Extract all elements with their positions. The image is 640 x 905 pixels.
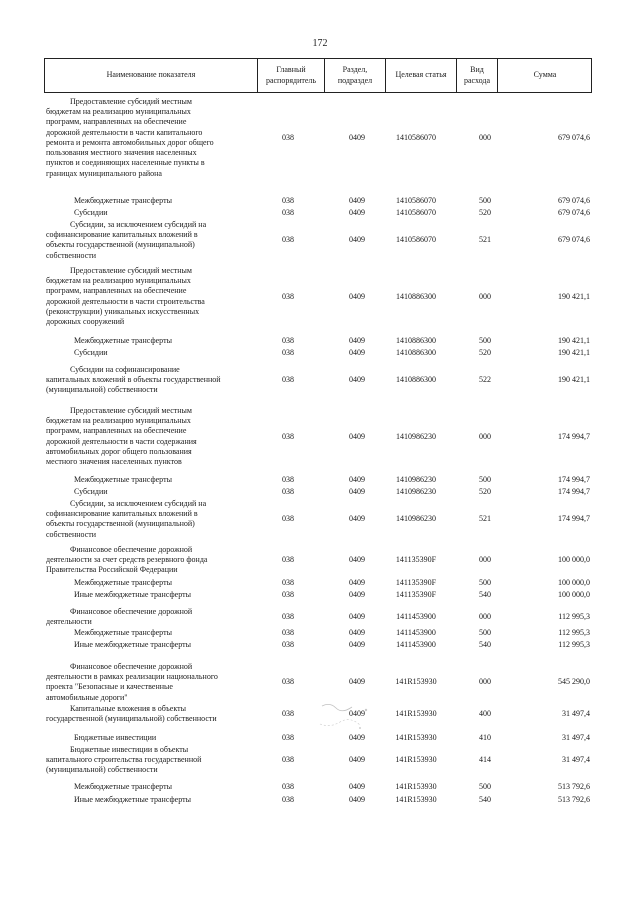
row-target: 141R153930: [395, 755, 437, 765]
header-section: Раздел, подраздел: [337, 65, 373, 85]
row-expense: 521: [479, 235, 491, 245]
row-name: [46, 348, 254, 358]
row-name: [46, 406, 254, 467]
row-expense: 500: [479, 628, 491, 638]
row-target: 141R153930: [395, 709, 437, 719]
row-expense: 540: [479, 590, 491, 600]
row-section: 0409: [349, 431, 365, 441]
row-sum: 112 995,3: [558, 612, 590, 622]
row-target: 1410586070: [396, 235, 436, 245]
row-expense: 540: [479, 795, 491, 805]
row-name: [46, 640, 254, 650]
row-target: 1410886300: [396, 348, 436, 358]
row-target: 1410986230: [396, 514, 436, 524]
row-name-line: Межбюджетные трансферты: [74, 578, 172, 587]
row-section: 0409: [349, 628, 365, 638]
row-sum: 190 421,1: [558, 291, 590, 301]
row-name-line: автомобильные дороги": [46, 692, 128, 702]
row-name-line: дорожной деятельности в части строительства: [46, 296, 205, 306]
row-expense: 410: [479, 733, 491, 743]
row-name-line: (реконструкции) уникальных искусственных: [46, 306, 200, 316]
row-target: 141R153930: [395, 795, 437, 805]
row-name-line: Межбюджетные трансферты: [74, 782, 172, 791]
row-name: [46, 208, 254, 218]
row-administrator: 038: [282, 590, 294, 600]
row-name: [46, 745, 254, 776]
row-name: [46, 220, 254, 261]
row-name-line: Субсидии, за исключением субсидий на: [70, 499, 207, 508]
row-section: 0409: [349, 132, 365, 142]
row-expense: 500: [479, 782, 491, 792]
header-expense: Вид расхода: [463, 65, 491, 85]
row-name: [46, 266, 254, 327]
row-name: [46, 365, 254, 396]
row-name-line: пользования местного значения населенных: [46, 148, 197, 158]
row-expense: 414: [479, 755, 491, 765]
row-target: 1410886300: [396, 375, 436, 385]
row-name-line: объекты государственной (муниципальной): [46, 240, 195, 250]
row-sum: 112 995,3: [558, 628, 590, 638]
row-name-line: автомобильных дорог общего пользования: [46, 446, 192, 456]
row-section: 0409: [349, 733, 365, 743]
row-section: 0409: [349, 590, 365, 600]
row-expense: 520: [479, 487, 491, 497]
row-name: [46, 499, 254, 540]
row-name: [46, 196, 254, 206]
row-target: 141135390F: [395, 590, 437, 600]
row-sum: 513 792,6: [558, 782, 590, 792]
row-sum: 174 994,7: [558, 475, 590, 485]
row-name-line: софинансирование капитальных вложений в: [46, 509, 198, 519]
row-name-line: собственности: [46, 250, 97, 260]
row-name-line: проекта "Безопасные и качественные: [46, 682, 173, 692]
row-sum: 174 994,7: [558, 431, 590, 441]
row-name-line: Иные межбюджетные трансферты: [74, 795, 191, 804]
row-administrator: 038: [282, 348, 294, 358]
row-sum: 112 995,3: [558, 640, 590, 650]
row-sum: 31 497,4: [562, 709, 590, 719]
row-administrator: 038: [282, 628, 294, 638]
row-name-line: дорожных сооружений: [46, 317, 125, 327]
row-name-line: бюджетам на реализацию муниципальных: [46, 107, 191, 117]
row-target: 1410886300: [396, 291, 436, 301]
row-sum: 31 497,4: [562, 733, 590, 743]
row-target: 141R153930: [395, 733, 437, 743]
row-name-line: (муниципальной) собственности: [46, 385, 158, 395]
row-administrator: 038: [282, 375, 294, 385]
row-name-line: Правительства Российской Федерации: [46, 565, 178, 575]
row-target: 141R153930: [395, 782, 437, 792]
row-section: 0409: [349, 555, 365, 565]
row-name-line: Финансовое обеспечение дорожной: [70, 545, 193, 554]
row-expense: 000: [479, 612, 491, 622]
row-section: 0409: [349, 196, 365, 206]
row-name-line: деятельности: [46, 617, 92, 627]
row-section: 0409: [349, 578, 365, 588]
row-administrator: 038: [282, 755, 294, 765]
row-name-line: Предоставление субсидий местным: [70, 97, 192, 106]
row-name: [46, 733, 254, 743]
row-administrator: 038: [282, 709, 294, 719]
row-target: 1410586070: [396, 132, 436, 142]
row-administrator: 038: [282, 336, 294, 346]
row-expense: 520: [479, 208, 491, 218]
row-name: [46, 628, 254, 638]
row-section: 0409: [349, 348, 365, 358]
row-administrator: 038: [282, 487, 294, 497]
row-name-line: Межбюджетные трансферты: [74, 628, 172, 637]
row-sum: 190 421,1: [558, 375, 590, 385]
row-target: 1411453900: [396, 640, 436, 650]
row-administrator: 038: [282, 578, 294, 588]
row-target: 141135390F: [395, 578, 437, 588]
row-expense: 000: [479, 677, 491, 687]
row-expense: 520: [479, 348, 491, 358]
row-target: 1411453900: [396, 628, 436, 638]
row-name: [46, 662, 254, 703]
row-target: 1410586070: [396, 208, 436, 218]
row-expense: 000: [479, 132, 491, 142]
row-section: 0409: [349, 475, 365, 485]
row-name: [46, 487, 254, 497]
header-name: Наименование показателя: [106, 70, 196, 80]
row-expense: 500: [479, 336, 491, 346]
row-administrator: 038: [282, 132, 294, 142]
row-sum: 190 421,1: [558, 348, 590, 358]
row-name-line: (муниципальной) собственности: [46, 765, 158, 775]
row-section: 0409: [349, 375, 365, 385]
row-section: 0409: [349, 795, 365, 805]
row-sum: 174 994,7: [558, 487, 590, 497]
row-name-line: бюджетам на реализацию муниципальных: [46, 276, 191, 286]
row-administrator: 038: [282, 431, 294, 441]
row-section: 0409: [349, 336, 365, 346]
row-name-line: пунктов и соединяющих населенные пункты в: [46, 158, 205, 168]
row-name-line: дорожной деятельности в части капитального: [46, 127, 203, 137]
row-section: 0409: [349, 782, 365, 792]
row-name-line: Финансовое обеспечение дорожной: [70, 607, 193, 616]
row-administrator: 038: [282, 555, 294, 565]
row-sum: 545 290,0: [558, 677, 590, 687]
page-number: 172: [312, 38, 328, 49]
row-section: 0409: [349, 208, 365, 218]
row-name: [46, 607, 254, 627]
row-administrator: 038: [282, 291, 294, 301]
header-administrator: Главный распорядитель: [265, 65, 317, 85]
row-name: [46, 545, 254, 576]
row-section: 0409: [349, 235, 365, 245]
header-target: Целевая статья: [395, 70, 447, 80]
row-name-line: собственности: [46, 529, 97, 539]
row-sum: 31 497,4: [562, 755, 590, 765]
row-name: [46, 578, 254, 588]
row-administrator: 038: [282, 782, 294, 792]
row-name: [46, 795, 254, 805]
row-sum: 679 074,6: [558, 132, 590, 142]
row-target: 141135390F: [395, 555, 437, 565]
row-name-line: Предоставление субсидий местным: [70, 266, 192, 275]
row-name: [46, 475, 254, 485]
row-name-line: Предоставление субсидий местным: [70, 406, 192, 415]
row-name-line: программ, направленных на обеспечение: [46, 286, 187, 296]
row-name-line: Бюджетные инвестиции: [74, 733, 157, 742]
row-name-line: программ, направленных на обеспечение: [46, 117, 187, 127]
row-administrator: 038: [282, 475, 294, 485]
row-name-line: деятельности в рамках реализации национального: [46, 672, 218, 682]
row-section: 0409: [349, 487, 365, 497]
row-target: 1410986230: [396, 475, 436, 485]
row-section: 0409: [349, 755, 365, 765]
row-target: 141R153930: [395, 677, 437, 687]
row-name-line: деятельности за счет средств резервного фонда: [46, 555, 208, 565]
row-expense: 000: [479, 291, 491, 301]
row-sum: 679 074,6: [558, 196, 590, 206]
row-section: 0409: [349, 640, 365, 650]
row-target: 1410986230: [396, 431, 436, 441]
row-name: [46, 336, 254, 346]
row-name-line: Иные межбюджетные трансферты: [74, 640, 191, 649]
row-name-line: Межбюджетные трансферты: [74, 196, 172, 205]
row-name-line: дорожной деятельности в части содержания: [46, 436, 197, 446]
header-sum: Сумма: [533, 70, 557, 80]
row-target: 1410986230: [396, 487, 436, 497]
row-section: 0409: [349, 612, 365, 622]
row-administrator: 038: [282, 733, 294, 743]
row-name-line: объекты государственной (муниципальной): [46, 519, 195, 529]
row-expense: 400: [479, 709, 491, 719]
row-sum: 100 000,0: [558, 590, 590, 600]
row-name: [46, 782, 254, 792]
row-expense: 540: [479, 640, 491, 650]
row-sum: 679 074,6: [558, 208, 590, 218]
scan-noise-mark: [318, 700, 378, 732]
row-administrator: 038: [282, 235, 294, 245]
row-name-line: ремонта и ремонта автомобильных дорог общего: [46, 137, 214, 147]
row-administrator: 038: [282, 208, 294, 218]
row-administrator: 038: [282, 795, 294, 805]
row-name-line: Бюджетные инвестиции в объекты: [70, 745, 189, 754]
row-administrator: 038: [282, 677, 294, 687]
row-name-line: Межбюджетные трансферты: [74, 336, 172, 345]
row-name-line: Субсидии: [74, 208, 108, 217]
row-name-line: Иные межбюджетные трансферты: [74, 590, 191, 599]
row-name-line: капитального строительства государственной: [46, 755, 202, 765]
row-administrator: 038: [282, 514, 294, 524]
row-sum: 100 000,0: [558, 555, 590, 565]
row-section: 0409: [349, 291, 365, 301]
row-expense: 521: [479, 514, 491, 524]
row-name-line: государственной (муниципальной) собственности: [46, 714, 217, 724]
row-expense: 500: [479, 196, 491, 206]
row-expense: 500: [479, 475, 491, 485]
row-name: [46, 590, 254, 600]
row-name-line: местного значения населенных пунктов: [46, 457, 182, 467]
row-name: [46, 704, 254, 724]
row-name-line: Субсидии: [74, 348, 108, 357]
row-name-line: Межбюджетные трансферты: [74, 475, 172, 484]
row-sum: 190 421,1: [558, 336, 590, 346]
row-sum: 174 994,7: [558, 514, 590, 524]
row-name-line: Субсидии на софинансирование: [70, 365, 180, 374]
row-sum: 513 792,6: [558, 795, 590, 805]
row-target: 1410886300: [396, 336, 436, 346]
row-expense: 522: [479, 375, 491, 385]
row-section: 0409: [349, 514, 365, 524]
row-name-line: Финансовое обеспечение дорожной: [70, 662, 193, 671]
row-name-line: границах муниципального района: [46, 168, 162, 178]
row-section: 0409: [349, 709, 365, 719]
row-name-line: Капитальные вложения в объекты: [70, 704, 186, 713]
row-name-line: Субсидии, за исключением субсидий на: [70, 220, 207, 229]
row-name-line: капитальных вложений в объекты государственной: [46, 375, 221, 385]
row-expense: 000: [479, 555, 491, 565]
row-administrator: 038: [282, 640, 294, 650]
row-expense: 000: [479, 431, 491, 441]
row-administrator: 038: [282, 196, 294, 206]
row-expense: 500: [479, 578, 491, 588]
row-section: 0409: [349, 677, 365, 687]
row-name-line: программ, направленных на обеспечение: [46, 426, 187, 436]
row-name: [46, 97, 254, 179]
row-sum: 679 074,6: [558, 235, 590, 245]
row-sum: 100 000,0: [558, 578, 590, 588]
row-name-line: Субсидии: [74, 487, 108, 496]
row-target: 1410586070: [396, 196, 436, 206]
row-name-line: бюджетам на реализацию муниципальных: [46, 416, 191, 426]
row-target: 1411453900: [396, 612, 436, 622]
row-name-line: софинансирование капитальных вложений в: [46, 230, 198, 240]
row-administrator: 038: [282, 612, 294, 622]
